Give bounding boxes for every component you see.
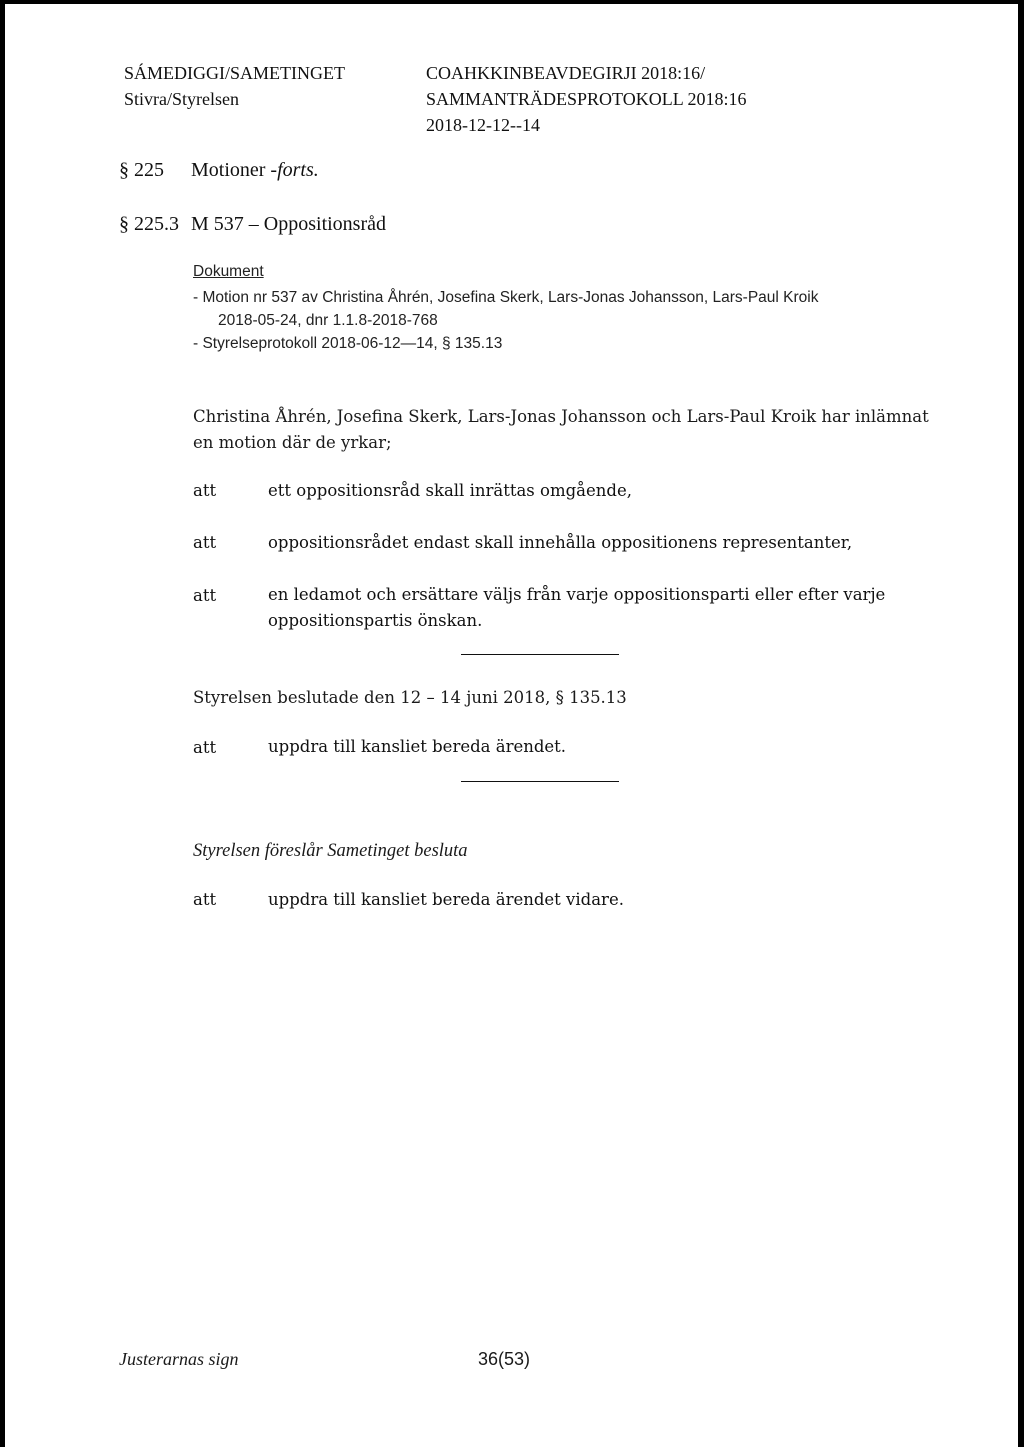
demand-2-label: att: [193, 533, 217, 552]
separator-rule: [461, 654, 619, 655]
section-heading: [119, 159, 319, 182]
intro-paragraph: [193, 404, 929, 456]
section-number: § 225: [119, 159, 164, 181]
board-decision-text: Styrelsen beslutade den 12 – 14 juni 2018, § 135.13: [193, 688, 627, 707]
section-title-suffix: forts.: [277, 159, 319, 181]
header-document-info: [426, 60, 747, 138]
subsection-number: § 225.3: [119, 213, 179, 235]
header-doc-subtitle: SAMMANTRÄDESPROTOKOLL 2018:16: [426, 89, 747, 109]
demand-2-text: oppositionsrådet endast skall innehålla oppositionens representanter,: [268, 533, 853, 552]
scan-border-left: [0, 0, 5, 1447]
document-item-motion-ref: 2018-05-24, dnr 1.1.8-2018-768: [218, 312, 438, 329]
header-doc-date: 2018-12-12--14: [426, 115, 540, 135]
intro-line-1: Christina Åhrén, Josefina Skerk, Lars-Jonas Johansson och Lars-Paul Kroik har inlämnat: [193, 407, 929, 426]
header-organization: [124, 60, 345, 112]
documents-heading: Dokument: [193, 263, 264, 280]
footer-page-number: 36(53): [478, 1349, 531, 1369]
proposal-action: uppdra till kansliet bereda ärendet vidare.: [268, 890, 624, 909]
document-item-motion: - Motion nr 537 av Christina Åhrén, Josefina Skerk, Lars-Jonas Johansson, Lars-Paul Kroik: [193, 289, 819, 306]
board-decision-label: att: [193, 738, 217, 757]
document-item-protocol: - Styrelseprotokoll 2018-06-12—14, § 135.13: [193, 335, 503, 352]
footer-sign-label: Justerarnas sign: [119, 1349, 239, 1369]
demand-1-label: att: [193, 481, 217, 500]
section-title: Motioner -: [191, 159, 278, 181]
demand-3-label: att: [193, 586, 217, 605]
header-doc-title: COAHKKINBEAVDEGIRJI 2018:16/: [426, 63, 706, 83]
subsection-title: M 537 – Oppositionsråd: [191, 213, 386, 235]
proposal-heading: Styrelsen föreslår Sametinget besluta: [193, 841, 468, 861]
separator-rule: [461, 781, 619, 782]
scan-border-top: [0, 0, 1024, 4]
header-org-name: SÁMEDIGGI/SAMETINGET: [124, 63, 345, 83]
demand-3-text: en ledamot och ersättare väljs från varje oppositionsparti eller efter varje oppositionspartis önskan.: [268, 585, 886, 630]
board-decision-action: uppdra till kansliet bereda ärendet.: [268, 737, 567, 756]
scan-border-right: [1018, 0, 1024, 1447]
subsection-heading: [119, 213, 386, 236]
intro-line-2: en motion där de yrkar;: [193, 433, 392, 452]
demand-1-text: ett oppositionsråd skall inrättas omgående,: [268, 481, 632, 500]
header-org-unit: Stivra/Styrelsen: [124, 89, 239, 109]
proposal-label: att: [193, 890, 217, 909]
